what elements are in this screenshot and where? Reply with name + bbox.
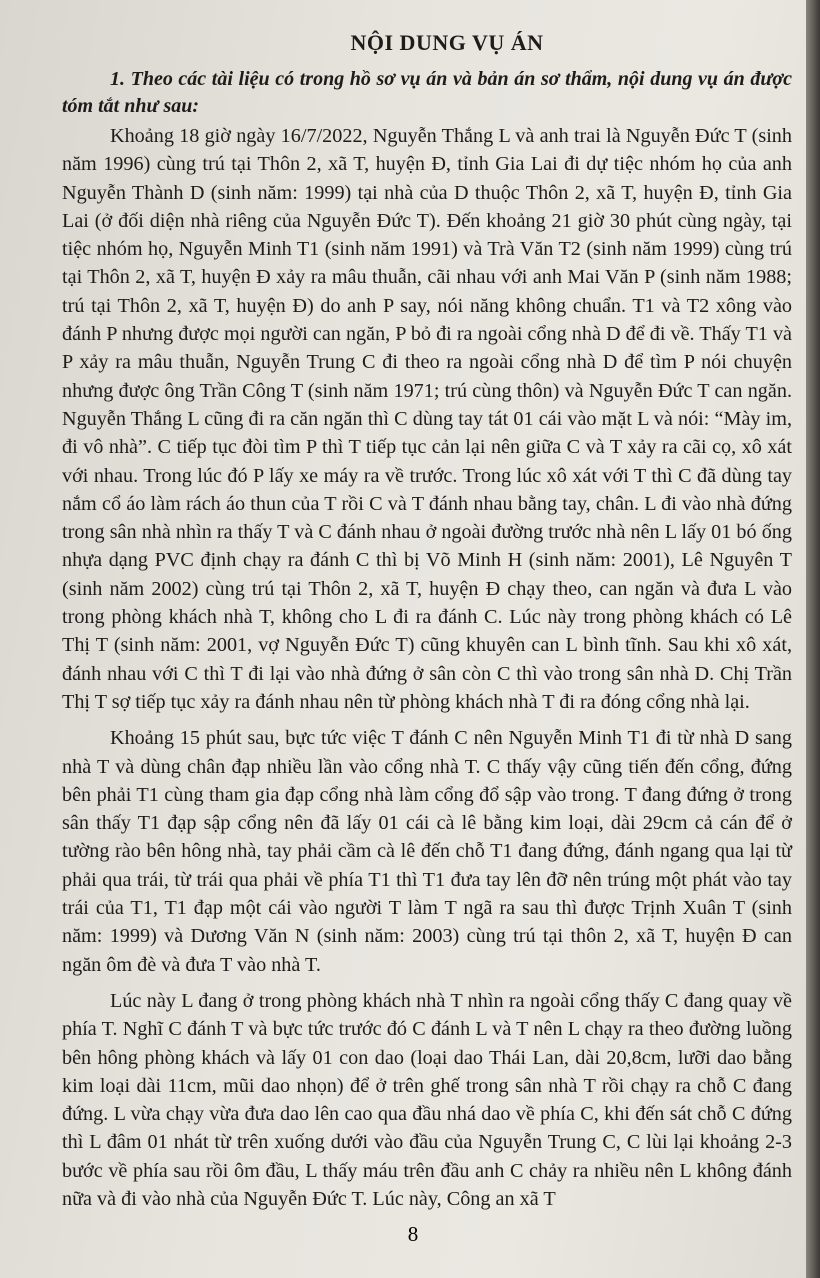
paragraph-2: Khoảng 15 phút sau, bực tức việc T đánh C nên Nguyễn Minh T1 đi từ nhà D sang nhà T và dùng chân đạp nhiều lần vào cổng nhà T. C thấy vậy cũng tiến đến cổng, đứng bên phải T1 cùng tham gia đạp cổng nhà làm cổng đổ sập vào trong. T đang đứng ở trong sân thấy T1 đạp sập cổng nên đã lấy 01 cái cà lê bằng kim loại, dài 29cm cả cán để ở tường rào bên hông nhà, tay phải cầm cà lê đến chỗ T1 đang đứng, đánh ngang qua lại từ phải qua trái, từ trái qua phải về phía T1 thì T1 đưa tay lên đỡ nên trúng một phát vào tay trái của T1, T1 đạp một cái vào người T làm T ngã ra sau thì được Trịnh Xuân T (sinh năm: 1999) và Dương Văn N (sinh năm: 2003) cùng trú tại thôn 2, xã T, huyện Đ can ngăn ôm đè và đưa T vào nhà T. (62, 727, 792, 976)
paragraph-1: Khoảng 18 giờ ngày 16/7/2022, Nguyễn Thắng L và anh trai là Nguyễn Đức T (sinh năm 1996) cùng trú tại Thôn 2, xã T, huyện Đ, tỉnh Gia Lai đi dự tiệc nhóm họ của anh Nguyễn Thành D (sinh năm: 1999) tại nhà của D thuộc Thôn 2, xã T, huyện Đ, tỉnh Gia Lai (ở đối diện nhà riêng của Nguyễn Đức T). Đến khoảng 21 giờ 30 phút cùng ngày, tại tiệc nhóm họ, Nguyễn Minh T1 (sinh năm 1991) và Trà Văn T2 (sinh năm 1999) cùng trú tại Thôn 2, xã T, huyện Đ xảy ra mâu thuẫn, cãi nhau với anh Mai Văn P (sinh năm 1988; trú tại Thôn 2, xã T, huyện Đ) do anh P say, nói năng không chuẩn. T1 và T2 xông vào đánh P nhưng được mọi người can ngăn, P bỏ đi ra ngoài cổng nhà D để đi về. Thấy T1 và P xảy ra mâu thuẫn, Nguyễn Trung C đi theo ra ngoài cổng nhà D để tìm P nói chuyện nhưng được ông Trần Công T (sinh năm 1971; trú cùng thôn) và Nguyễn Đức T can ngăn. Nguyễn Thắng L cũng đi ra căn ngăn thì C dùng tay tát 01 cái vào mặt L và nói: “Mày im, đi vô nhà”. C tiếp tục đòi tìm P thì T tiếp tục cản lại nên giữa C và T xảy ra cãi cọ, xô xát với nhau. Trong lúc đó P lấy xe máy ra về trước. Trong lúc xô xát với T thì C đã dùng tay nắm cổ áo làm rách áo thun của T rồi C và T đánh nhau bằng tay, chân. L đi vào nhà đứng trong sân nhà nhìn ra thấy T và C đánh nhau ở ngoài đường trước nhà nên L lấy 01 bó ống nhựa dạng PVC định chạy ra đánh C thì bị Võ Minh H (sinh năm: 2001), Lê Nguyên T (sinh năm 2002) cùng trú tại Thôn 2, xã T, huyện Đ chạy theo, can ngăn và đưa L vào trong phòng khách nhà T, không cho L đi ra đánh C. Lúc này trong phòng khách có Lê Thị T (sinh năm: 2001, vợ Nguyễn Đức T) cũng khuyên can L bình tĩnh. Sau khi xô xát, đánh nhau với C thì T đi lại vào nhà đứng ở sân còn C thì vào trong sân nhà D. Chị Trần Thị T sợ tiếp tục xảy ra đánh nhau nên từ phòng khách nhà T đi ra đóng cổng nhà lại. (62, 125, 792, 713)
paragraph-3: Lúc này L đang ở trong phòng khách nhà T nhìn ra ngoài cổng thấy C đang quay về phía T. Nghĩ C đánh T và bực tức trước đó C đánh L và T nên L chạy ra theo đường luồng bên hông phòng khách và lấy 01 con dao (loại dao Thái Lan, dài 20,8cm, lưỡi dao bằng kim loại dài 11cm, mũi dao nhọn) để ở trên ghế trong sân nhà T rồi chạy ra chỗ C đang đứng. L vừa chạy vừa đưa dao lên cao qua đầu nhá dao về phía C, khi đến sát chỗ C đứng thì L đâm 01 nhát từ trên xuống dưới vào đầu của Nguyễn Trung C, C lùi lại khoảng 2-3 bước về phía sau rồi ôm đầu, L thấy máu trên đầu anh C chảy ra nhiều nên L không đánh nữa và đi vào nhà của Nguyễn Đức T. Lúc này, Công an xã T (62, 989, 792, 1210)
page-edge-shadow (806, 0, 820, 1278)
page-title: NỘI DUNG VỤ ÁN (350, 30, 544, 55)
section-subheading: 1. Theo các tài liệu có trong hồ sơ vụ án và bản án sơ thẩm, nội dung vụ án được tóm tắt như sau: (62, 68, 792, 117)
page-number: 8 (407, 1222, 419, 1246)
